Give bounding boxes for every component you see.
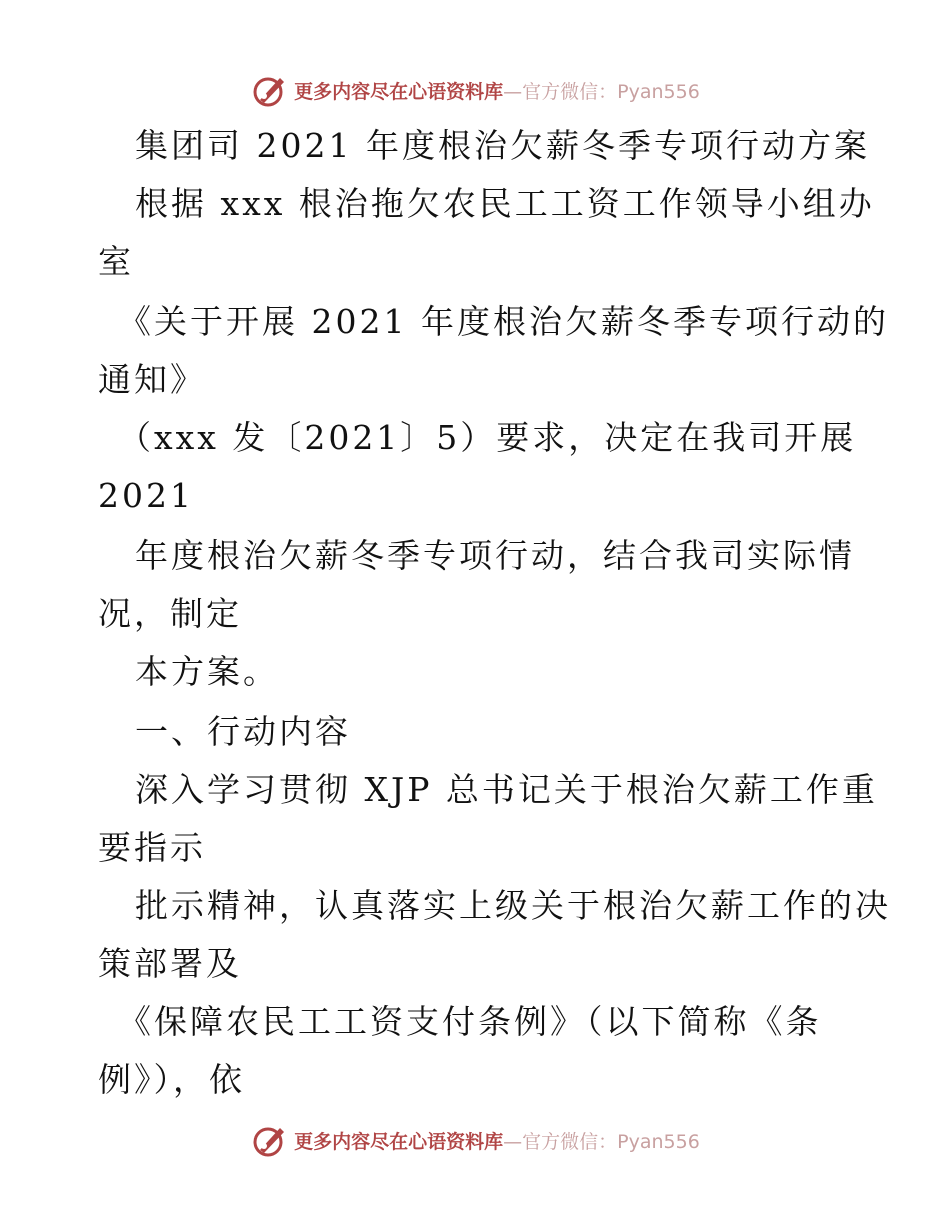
doc-line: 年度根治欠薪冬季专项行动，结合我司实际情 bbox=[135, 536, 855, 575]
pen-circle-logo-icon bbox=[250, 1120, 290, 1160]
doc-line: 《保障农民工工资支付条例》（以下简称《条 bbox=[118, 1002, 822, 1041]
doc-line: 批示精神，认真落实上级关于根治欠薪工作的决 bbox=[135, 886, 891, 925]
pen-circle-logo-icon bbox=[250, 70, 290, 110]
doc-line: 策部署及 bbox=[98, 944, 242, 983]
watermark-header bbox=[0, 68, 950, 112]
doc-line: 《关于开展 2021 年度根治欠薪冬季专项行动的 bbox=[118, 302, 889, 341]
watermark-footer bbox=[0, 1118, 950, 1162]
doc-title: 集团司 2021 年度根治欠薪冬季专项行动方案 bbox=[135, 126, 870, 165]
watermark-sub-text: —官方微信：Pyan556 bbox=[503, 80, 700, 103]
watermark-main-text: 更多内容尽在心语资料库 bbox=[294, 1130, 504, 1153]
doc-line: 深入学习贯彻 XJP 总书记关于根治欠薪工作重 bbox=[135, 770, 878, 809]
section-heading: 一、行动内容 bbox=[135, 712, 351, 751]
doc-line: 要指示 bbox=[98, 828, 206, 867]
doc-line: （xxx 发〔2021〕5）要求，决定在我司开展 bbox=[118, 418, 857, 457]
doc-line: 2021 bbox=[98, 476, 194, 515]
doc-line: 根据 xxx 根治拖欠农民工工资工作领导小组办 bbox=[135, 184, 875, 223]
doc-line: 况，制定 bbox=[98, 594, 242, 633]
doc-line: 本方案。 bbox=[135, 652, 279, 691]
doc-line: 室 bbox=[98, 242, 134, 281]
doc-line: 通知》 bbox=[98, 360, 206, 399]
watermark-main-text: 更多内容尽在心语资料库 bbox=[294, 80, 504, 103]
doc-line: 例》），依 bbox=[98, 1060, 245, 1099]
watermark-sub-text: —官方微信：Pyan556 bbox=[503, 1130, 700, 1153]
